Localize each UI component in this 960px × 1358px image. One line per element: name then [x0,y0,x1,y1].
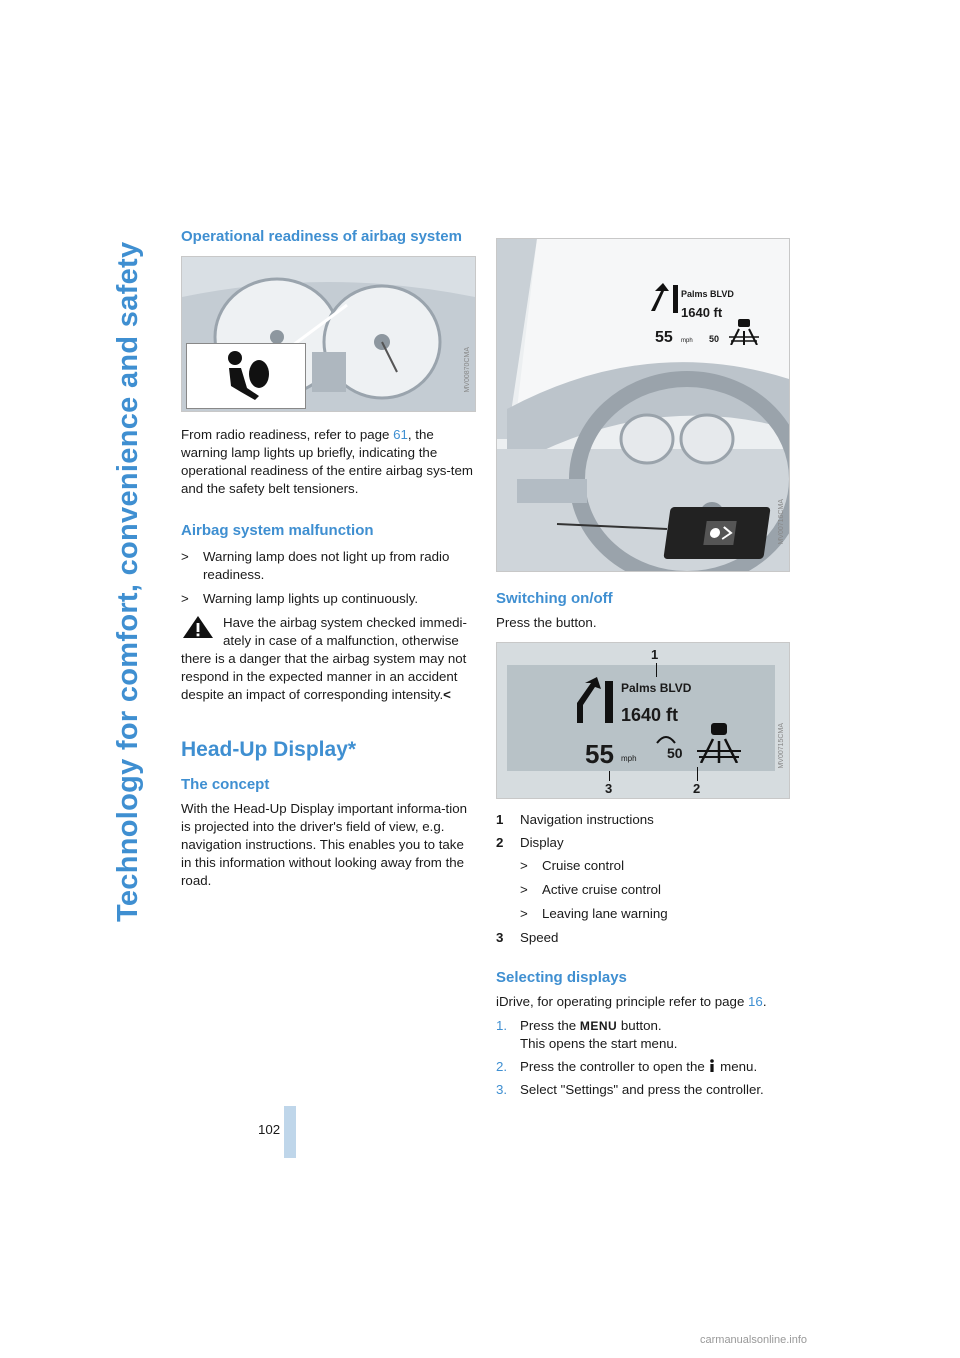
side-chapter-title: Technology for comfort, convenience and safety [112,241,144,922]
step-item [496,1017,794,1053]
heading-airbag-malfunction: Airbag system malfunction [181,522,374,539]
hud-distance: 1640 ft [621,705,679,725]
list-item [520,905,794,923]
text: Press the [520,1018,580,1033]
callout-line [609,771,610,781]
heading-operational-readiness: Operational readiness of airbag system [181,228,462,245]
list-item [496,811,794,829]
page-number: 102 [258,1122,281,1137]
list-item [520,857,794,875]
step-text [520,1058,757,1076]
bullet-mark: > [520,882,528,897]
hud-button-icon [663,507,770,559]
footer-watermark: carmanualsonline.info [700,1334,808,1346]
list-item [496,834,794,852]
text: button. [617,1018,662,1033]
figure-code: MV00715CMA [778,723,785,769]
navigation-turn-arrow-icon [575,677,619,729]
text: . [762,994,767,1009]
bullet-text: Warning lamp does not light up from radio readiness. [203,549,450,582]
display-sub-list [520,857,794,923]
figure-hud-display [496,642,790,799]
bullet-text: Active cruise control [542,882,661,897]
text: This opens the start menu. [520,1036,678,1051]
text: iDrive, for operating principle refer to page [496,994,749,1009]
list-item [520,881,794,899]
cruise-control-icon [655,733,677,745]
bullet-text: Cruise control [542,858,625,873]
paragraph-press-button: Press the button. [496,615,597,630]
bullet-mark: > [181,549,189,564]
hud-speed: 55 [585,739,614,769]
step-text [520,1017,677,1053]
step-text: Select "Settings" and press the controller. [520,1082,764,1097]
airbag-warning-icon [187,344,305,408]
menu-button-label: MENU [579,1019,618,1033]
hud-distance: 1640 ft [681,305,723,320]
hud-speed-limit: 50 [667,745,683,761]
heading-switching-on-off: Switching on/off [496,590,613,607]
hud-street-name: Palms BLVD [681,289,734,299]
callout-line [656,663,657,677]
heading-selecting-displays: Selecting displays [496,969,627,986]
step-number: 2. [496,1059,508,1074]
bullet-text: Warning lamp lights up continuously. [203,591,419,606]
hud-speed-unit: mph [681,338,693,344]
end-mark: < [443,687,451,702]
callout-2: 2 [693,781,701,796]
airbag-warning-inset [186,343,306,409]
page-margin-bar [284,1106,296,1158]
list-item [181,548,476,584]
figure-cockpit-hud [496,238,790,572]
page-link-61[interactable]: 61 [393,427,408,442]
bullet-mark: > [181,591,189,606]
legend-text: Display [520,835,564,850]
text: Press the controller to open the [520,1059,709,1074]
legend-number: 1 [496,812,504,827]
right-column [496,238,794,1104]
figure-instrument-cluster [181,256,476,412]
lane-warning-icon [729,319,759,345]
hud-button-inset [663,507,770,559]
callout-line [697,767,698,781]
page-link-16[interactable]: 16 [748,994,763,1009]
paragraph-readiness [181,426,476,498]
legend-text: Navigation instructions [520,812,654,827]
warning-triangle-icon [181,614,215,640]
figure-code: MV00870CMA [464,347,471,393]
heading-head-up-display: Head-Up Display* [181,738,357,761]
step-number: 3. [496,1082,508,1097]
legend-text: Speed [520,930,559,945]
list-item [181,590,476,608]
lane-warning-icon [697,723,741,763]
heading-the-concept: The concept [181,776,270,793]
hud-speed: 55 [655,329,673,346]
text: , the warning lamp lights up briefly, indicating the operational readiness of the entire airbag sys-tem and the safety belt tensioners. [181,427,473,496]
callout-3: 3 [605,781,613,796]
list-item [496,929,794,947]
warning-note [181,614,476,704]
callout-1: 1 [651,647,659,662]
bullet-text: Leaving lane warning [542,906,668,921]
legend-number: 2 [496,835,504,850]
legend-list [496,811,794,947]
step-number: 1. [496,1018,508,1033]
hud-street-name: Palms BLVD [621,681,692,695]
paragraph-idrive [496,993,794,1011]
legend-number: 3 [496,930,504,945]
step-item [496,1058,794,1076]
figure-code: MV00716CMA [778,499,785,545]
text: menu. [716,1059,758,1074]
text: From radio readiness, refer to page [181,427,394,442]
hud-speed-unit: mph [621,754,637,763]
bullet-mark: > [520,906,528,921]
step-item [496,1081,794,1099]
hud-speed-limit: 50 [709,334,720,344]
warning-text: Have the airbag system checked immedi-ately in case of a malfunction, otherwise there is a danger that the airbag system may not respond in the expected manner in an accident despite an impact of corresponding intensity. [181,615,467,702]
bullet-mark: > [520,858,528,873]
left-column [181,228,476,900]
paragraph-concept: With the Head-Up Display important informa-tion is projected into the driver's field of view, e.g. navigation instructions. This enables you to take in this information without looking away from the road. [181,801,467,888]
